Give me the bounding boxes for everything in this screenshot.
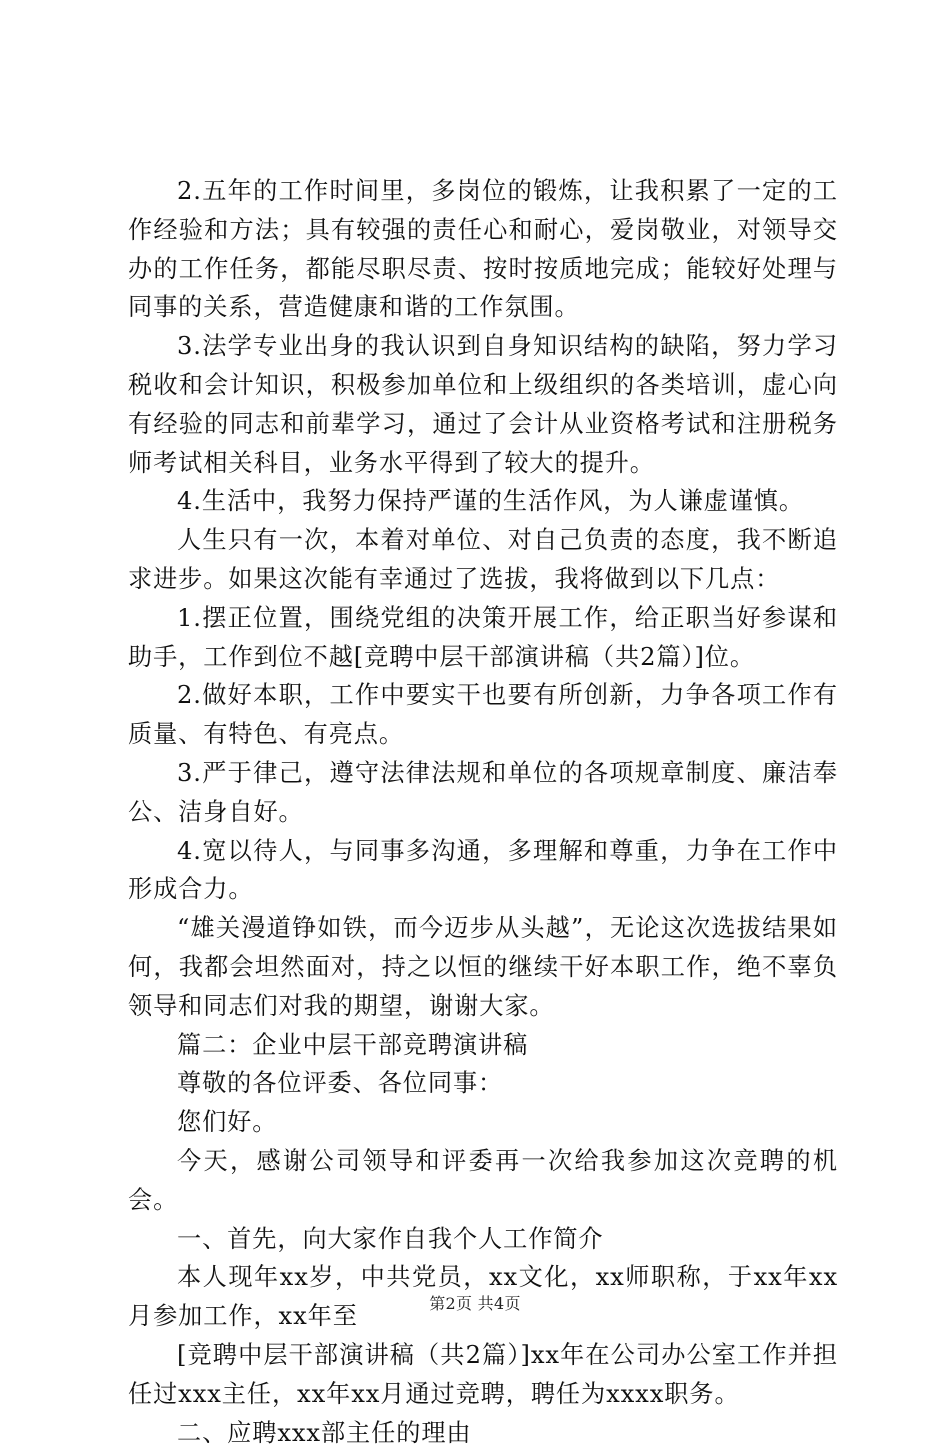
paragraph-point-2: 2.做好本职，工作中要实干也要有所创新，力争各项工作有质量、有特色、有亮点。 — [128, 676, 838, 754]
paragraph-experience: 2.五年的工作时间里，多岗位的锻炼，让我积累了一定的工作经验和方法；具有较强的责任心和耐心，爱岗敬业，对领导交办的工作任务，都能尽职尽责、按时按质地完成；能较好处理与同事的关系，营造健康和谐的工作氛围。 — [128, 172, 838, 327]
paragraph-pursuit: 人生只有一次，本着对单位、对自己负责的态度，我不断追求进步。如果这次能有幸通过了选拔，我将做到以下几点： — [128, 521, 838, 599]
paragraph-closing-quote: “雄关漫道铮如铁，而今迈步从头越”，无论这次选拔结果如何，我都会坦然面对，持之以恒的继续干好本职工作，绝不辜负领导和同志们对我的期望，谢谢大家。 — [128, 909, 838, 1025]
paragraph-greeting: 您们好。 — [128, 1103, 838, 1142]
paragraph-thanks: 今天，感谢公司领导和评委再一次给我参加这次竞聘的机会。 — [128, 1142, 838, 1220]
paragraph-salutation: 尊敬的各位评委、各位同事： — [128, 1064, 838, 1103]
paragraph-lifestyle: 4.生活中，我努力保持严谨的生活作风，为人谦虚谨慎。 — [128, 482, 838, 521]
page-footer: 第2页 共4页 — [0, 1294, 950, 1314]
paragraph-study: 3.法学专业出身的我认识到自身知识结构的缺陷，努力学习税收和会计知识，积极参加单位和上级组织的各类培训，虚心向有经验的同志和前辈学习，通过了会计从业资格考试和注册税务师考试相关科目，业务水平得到了较大的提升。 — [128, 327, 838, 482]
paragraph-work-history: [竞聘中层干部演讲稿（共2篇）]xx年在公司办公室工作并担任过xxx主任，xx年xx月通过竞聘，聘任为xxxx职务。 — [128, 1336, 838, 1414]
paragraph-personal-info: 本人现年xx岁，中共党员，xx文化，xx师职称，于xx年xx月参加工作，xx年至 — [128, 1258, 838, 1336]
heading-application-reasons: 二、应聘xxx部主任的理由 — [128, 1414, 838, 1452]
paragraph-point-3: 3.严于律己，遵守法律法规和单位的各项规章制度、廉洁奉公、洁身自好。 — [128, 754, 838, 832]
section-title-part-two: 篇二：企业中层干部竞聘演讲稿 — [128, 1026, 838, 1065]
paragraph-point-1: 1.摆正位置，围绕党组的决策开展工作，给正职当好参谋和助手，工作到位不越[竞聘中层干部演讲稿（共2篇）]位。 — [128, 599, 838, 677]
heading-self-introduction: 一、首先，向大家作自我个人工作简介 — [128, 1220, 838, 1259]
document-body — [128, 172, 838, 1452]
paragraph-point-4: 4.宽以待人，与同事多沟通，多理解和尊重，力争在工作中形成合力。 — [128, 832, 838, 910]
